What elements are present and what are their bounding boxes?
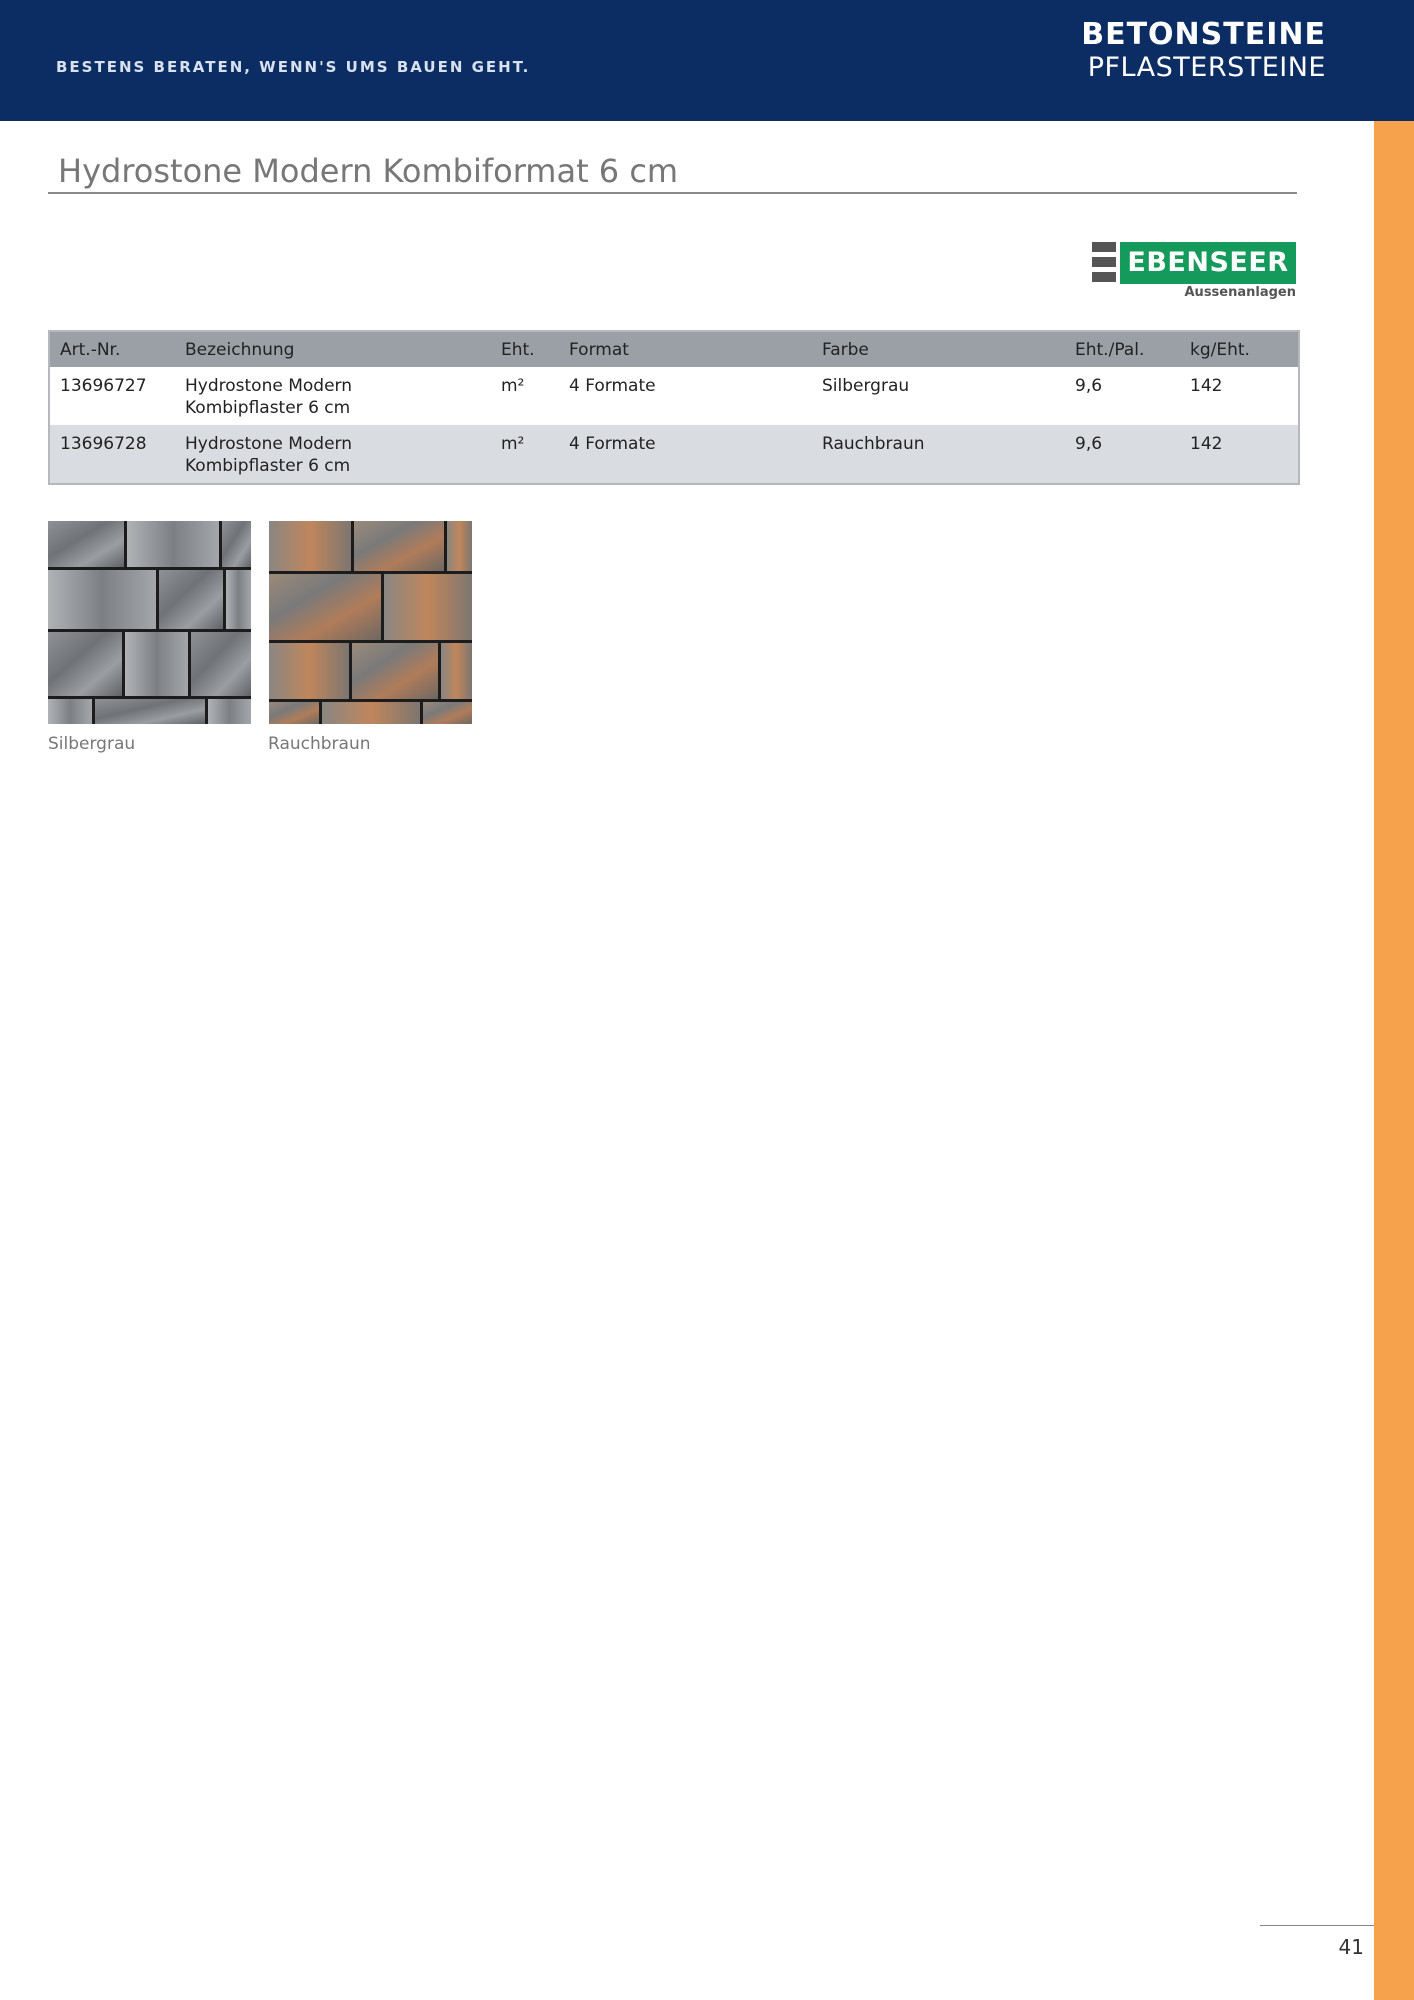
cell-art-nr: 13696728 bbox=[49, 425, 175, 484]
table-row bbox=[49, 367, 1299, 425]
bezeichnung-line-1: Hydrostone Modern bbox=[185, 434, 352, 454]
logo-wordmark: EBENSEER bbox=[1120, 242, 1296, 284]
title-divider bbox=[48, 192, 1297, 194]
footer-divider bbox=[1260, 1925, 1374, 1926]
cell-bezeichnung bbox=[175, 425, 491, 484]
cell-eht: m² bbox=[501, 376, 525, 396]
ebenseer-logo bbox=[1092, 242, 1296, 302]
col-format: Format bbox=[559, 331, 812, 367]
col-kg-eht: kg/Eht. bbox=[1180, 331, 1299, 367]
col-bezeichnung: Bezeichnung bbox=[175, 331, 491, 367]
cell-bezeichnung bbox=[175, 367, 491, 425]
product-table bbox=[48, 330, 1300, 485]
page-title: Hydrostone Modern Kombiformat 6 cm bbox=[58, 152, 679, 190]
category-title bbox=[1081, 18, 1326, 84]
col-eht: Eht. bbox=[491, 331, 559, 367]
swatch-label-silbergrau: Silbergrau bbox=[48, 734, 136, 754]
header-slogan: BESTENS BERATEN, WENN'S UMS BAUEN GEHT. bbox=[56, 58, 531, 76]
accent-stripe bbox=[1374, 121, 1414, 2000]
cell-farbe: Silbergrau bbox=[822, 376, 910, 396]
swatch-rauchbraun-image bbox=[269, 521, 472, 724]
page-number: 41 bbox=[1338, 1935, 1364, 1959]
table-row bbox=[49, 425, 1299, 484]
cell-eht: m² bbox=[491, 425, 559, 484]
cell-format: 4 Formate bbox=[569, 376, 656, 396]
cell-art-nr: 13696727 bbox=[60, 376, 147, 396]
col-eht-pal: Eht./Pal. bbox=[1065, 331, 1180, 367]
cell-eht-pal: 9,6 bbox=[1065, 425, 1180, 484]
cell-kg-eht: 142 bbox=[1180, 425, 1299, 484]
cell-eht-pal: 9,6 bbox=[1075, 376, 1103, 396]
bezeichnung-line-2: Kombipflaster 6 cm bbox=[185, 456, 351, 476]
logo-bars-icon bbox=[1092, 242, 1116, 284]
cell-farbe: Rauchbraun bbox=[812, 425, 1065, 484]
table-header-row bbox=[49, 331, 1299, 367]
bezeichnung-line-2: Kombipflaster 6 cm bbox=[185, 398, 351, 418]
page-header bbox=[0, 0, 1414, 121]
cell-kg-eht: 142 bbox=[1190, 376, 1223, 396]
bezeichnung-line-1: Hydrostone Modern bbox=[185, 376, 352, 396]
category-sub: PFLASTERSTEINE bbox=[1087, 52, 1326, 83]
col-farbe: Farbe bbox=[812, 331, 1065, 367]
col-art-nr: Art.-Nr. bbox=[49, 331, 175, 367]
cell-format: 4 Formate bbox=[559, 425, 812, 484]
swatch-label-rauchbraun: Rauchbraun bbox=[268, 734, 371, 754]
swatch-silbergrau-image bbox=[48, 521, 251, 724]
category-main: BETONSTEINE bbox=[1081, 17, 1326, 52]
logo-subtitle: Aussenanlagen bbox=[1184, 285, 1296, 300]
